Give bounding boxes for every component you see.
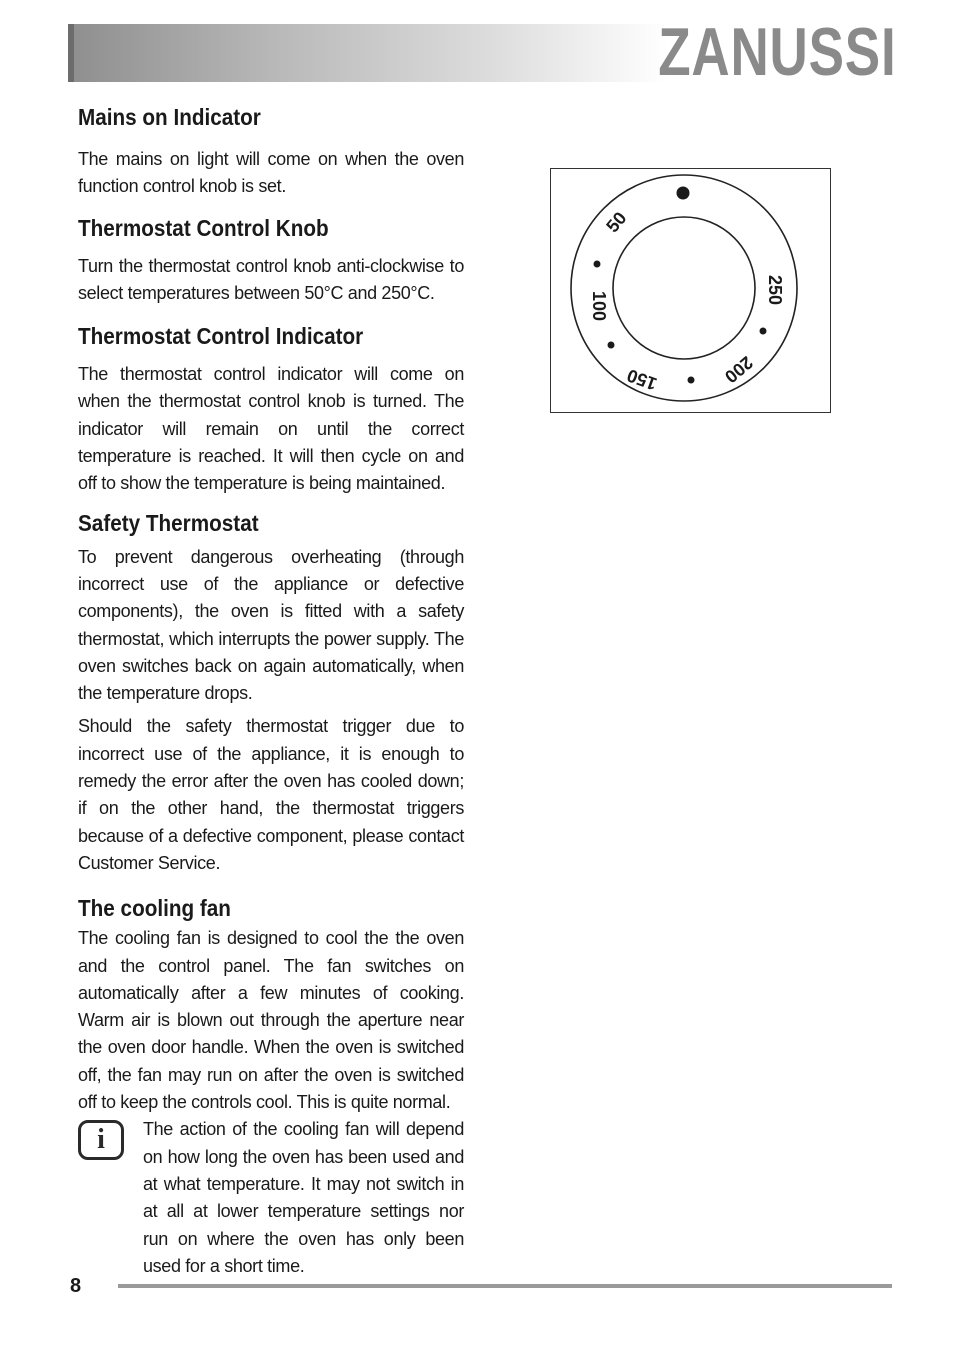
section-text-cooling-fan: The cooling fan is designed to cool the the oven and the control panel. The fan switches on automatically after a few minutes of cooking. Warm air is blown out through the aperture near the oven door handle. When the oven is switched off, the fan may run on after the oven is switched off to keep the controls cool. This is quite normal. xyxy=(78,928,464,1113)
section-title-cooling-fan: The cooling fan xyxy=(78,895,231,922)
dial-label-150: 150 xyxy=(624,365,660,395)
dial-outer-ring xyxy=(571,175,797,401)
thermostat-dial-svg xyxy=(551,169,829,411)
section-title-safety-thermostat: Safety Thermostat xyxy=(78,509,259,536)
info-icon: i xyxy=(78,1120,124,1160)
section-text-mains: The mains on light will come on when the oven function control knob is set. xyxy=(78,149,464,197)
thermostat-dial-figure xyxy=(550,168,831,413)
section-text-safety-thermostat-2: Should the safety thermostat trigger due to incorrect use of the appliance, it is enough to remedy the error after the oven has cooled down; if on the other hand, the thermostat triggers because of a defective component, please contact Customer Service. xyxy=(78,716,464,873)
dial-dot xyxy=(608,342,615,349)
off-position-dot xyxy=(677,187,690,200)
dial-dot xyxy=(594,261,601,268)
section-title-thermostat-knob: Thermostat Control Knob xyxy=(78,214,329,241)
dial-label-200: 200 xyxy=(720,352,757,387)
brand-logo: ZANUSSI xyxy=(657,14,896,90)
dial-dot xyxy=(688,377,695,384)
dial-label-250: 250 xyxy=(765,274,785,306)
section-title-thermostat-indicator: Thermostat Control Indicator xyxy=(78,323,364,350)
dial-label-50: 50 xyxy=(602,208,631,237)
dial-dot xyxy=(760,328,767,335)
section-title-mains: Mains on Indicator xyxy=(78,104,261,130)
header-bar xyxy=(68,24,668,82)
info-note xyxy=(78,1116,464,1280)
footer-rule xyxy=(118,1284,892,1288)
section-text-safety-thermostat-1: To prevent dangerous overheating (through incorrect use of the appliance or defective components), the oven is fitted with a safety thermostat, which interrupts the power supply. The oven switches back on again automatically, when the temperature drops. xyxy=(78,546,464,704)
content-column xyxy=(78,100,464,1280)
page-number: 8 xyxy=(70,1275,82,1297)
dial-inner-ring xyxy=(613,217,755,359)
info-note-text: The action of the cooling fan will depend on how long the oven has been used and at what temperature. It may not switch in at all at lower temperature settings nor run on where the oven has only been used for a short time. xyxy=(143,1119,464,1276)
section-text-thermostat-knob: Turn the thermostat control knob anti-clockwise to select temperatures between 50°C and 250°C. xyxy=(78,255,464,303)
section-text-thermostat-indicator: The thermostat control indicator will come on when the thermostat control knob is turned. The indicator will remain on until the correct temperature is reached. It will then cycle on and off to show the temperature is being maintained. xyxy=(78,364,464,494)
dial-label-100: 100 xyxy=(589,290,609,322)
